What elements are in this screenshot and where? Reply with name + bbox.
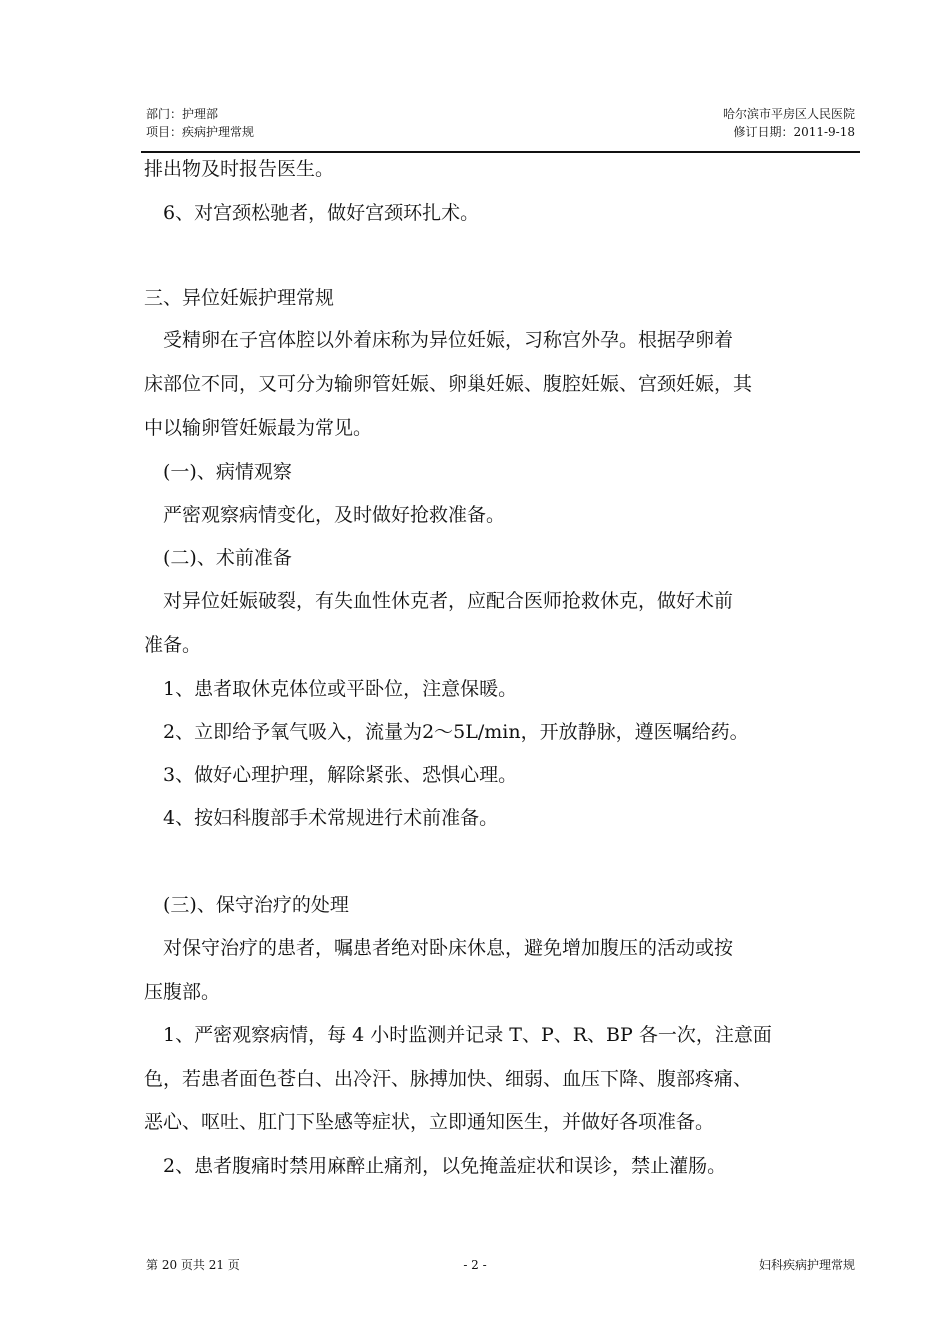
footer-page-info: 第 20 页共 21 页: [146, 1258, 240, 1272]
list-item: 4、按妇科腹部手术常规进行术前准备。: [144, 807, 499, 829]
footer-page-number: - 2 -: [463, 1258, 487, 1272]
list-item: 1、严密观察病情，每 4 小时监测并记录 T、P、R、BP 各一次，注意面: [144, 1024, 772, 1046]
list-item: 3、做好心理护理，解除紧张、恐惧心理。: [144, 764, 518, 786]
list-item: 2、患者腹痛时禁用麻醉止痛剂，以免掩盖症状和误诊，禁止灌肠。: [144, 1155, 727, 1177]
list-item: 2、立即给予氧气吸入，流量为2～5L/min，开放静脉，遵医嘱给药。: [144, 721, 749, 743]
text-line: 恶心、呕吐、肛门下坠感等症状，立即通知医生，并做好各项准备。: [144, 1111, 715, 1133]
subsection-heading: (一)、病情观察: [144, 461, 292, 483]
text-line: 排出物及时报告医生。: [144, 158, 335, 180]
text-line: 中以输卵管妊娠最为常见。: [144, 417, 373, 439]
list-item: 1、患者取休克体位或平卧位，注意保暖。: [144, 678, 518, 700]
text-line: 对异位妊娠破裂，有失血性休克者，应配合医师抢救休克，做好术前: [144, 590, 734, 612]
text-line: 受精卵在子宫体腔以外着床称为异位妊娠，习称宫外孕。根据孕卵着: [144, 329, 734, 351]
text-line: 床部位不同，又可分为输卵管妊娠、卵巢妊娠、腹腔妊娠、宫颈妊娠，其: [144, 373, 753, 395]
text-line: 压腹部。: [144, 981, 221, 1003]
footer-doc-title: 妇科疾病护理常规: [758, 1258, 855, 1272]
header-rule: [141, 151, 860, 153]
header-hospital: 哈尔滨市平房区人民医院: [722, 107, 855, 121]
header-department: 部门：护理部: [146, 107, 219, 121]
section-heading: 三、异位妊娠护理常规: [144, 287, 335, 309]
header-revision-date: 修订日期：2011-9-18: [733, 125, 855, 139]
header-project: 项目：疾病护理常规: [146, 125, 255, 139]
text-line: 色，若患者面色苍白、出冷汗、脉搏加快、细弱、血压下降、腹部疼痛、: [144, 1068, 753, 1090]
subsection-heading: (三)、保守治疗的处理: [144, 894, 349, 916]
text-line: 准备。: [144, 634, 202, 656]
text-line: 对保守治疗的患者，嘱患者绝对卧床休息，避免增加腹压的活动或按: [144, 937, 734, 959]
subsection-heading: (二)、术前准备: [144, 547, 292, 569]
text-line: 严密观察病情变化，及时做好抢救准备。: [144, 504, 506, 526]
text-line: 6、对宫颈松驰者，做好宫颈环扎术。: [144, 202, 480, 224]
